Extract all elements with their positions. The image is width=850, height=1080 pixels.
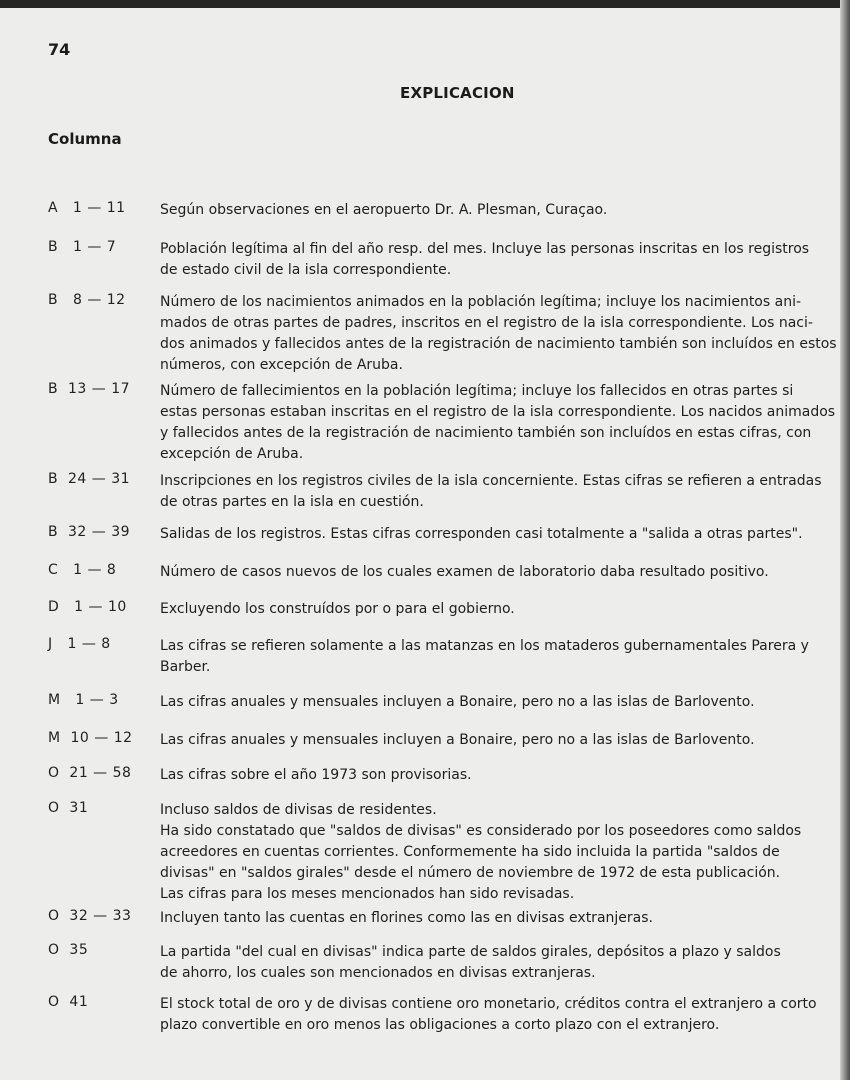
entry-line: dos animados y fallecidos antes de la registración de nacimiento también son incluídos en estos <box>160 336 837 352</box>
entry-code: O 32 — 33 <box>48 908 132 924</box>
entry-line: La partida "del cual en divisas" indica parte de saldos girales, depósitos a plazo y saldos <box>160 944 781 960</box>
entry-code: M 1 — 3 <box>48 692 119 708</box>
entry-line: estas personas estaban inscritas en el registro de la isla correspondiente. Los nacidos animados <box>160 404 836 420</box>
entry-line: plazo convertible en oro menos las obligaciones a corto plazo con el extranjero. <box>160 1017 720 1033</box>
entry-code: B 1 — 7 <box>48 239 117 255</box>
entry-text <box>160 800 846 905</box>
entry-line: acreedores en cuentas corrientes. Conformemente ha sido incluida la partida "saldos de <box>160 844 780 860</box>
column-heading: Columna <box>48 130 122 148</box>
entry-code: A 1 — 11 <box>48 200 126 216</box>
entry-line: Excluyendo los construídos por o para el gobierno. <box>160 601 515 617</box>
entry-line: divisas" en "saldos girales" desde el número de noviembre de 1972 de esta publicación. <box>160 865 781 881</box>
entry-text <box>160 994 846 1036</box>
page-number: 74 <box>48 40 71 59</box>
entry-code: D 1 — 10 <box>48 599 127 615</box>
entry-text <box>160 692 846 713</box>
entry-code: O 41 <box>48 994 89 1010</box>
entry-text <box>160 599 846 620</box>
entry-line: de estado civil de la isla correspondiente. <box>160 262 452 278</box>
entry-code: B 32 — 39 <box>48 524 131 540</box>
entry-text <box>160 292 846 376</box>
entry-text <box>160 562 846 583</box>
entry-text <box>160 908 846 929</box>
entry-text <box>160 730 846 751</box>
entry-line: Las cifras anuales y mensuales incluyen a Bonaire, pero no a las islas de Barlovento. <box>160 694 755 710</box>
entry-text <box>160 524 846 545</box>
entry-line: Las cifras anuales y mensuales incluyen a Bonaire, pero no a las islas de Barlovento. <box>160 732 755 748</box>
entry-line: Las cifras se refieren solamente a las matanzas en los mataderos gubernamentales Parera y <box>160 638 809 654</box>
entry-code: O 31 <box>48 800 89 816</box>
entry-line: y fallecidos antes de la registración de nacimiento también son incluídos en estas cifras, con <box>160 425 812 441</box>
entry-line: Salidas de los registros. Estas cifras corresponden casi totalmente a "salida a otras partes". <box>160 526 803 542</box>
entry-text <box>160 636 846 678</box>
entry-line: números, con excepción de Aruba. <box>160 357 403 373</box>
entry-text <box>160 765 846 786</box>
entry-line: El stock total de oro y de divisas contiene oro monetario, créditos contra el extranjero a corto <box>160 996 817 1012</box>
entry-code: J 1 — 8 <box>48 636 111 652</box>
show-through-text <box>120 178 820 200</box>
entry-line: Número de casos nuevos de los cuales examen de laboratorio daba resultado positivo. <box>160 564 769 580</box>
entry-line: Número de los nacimientos animados en la población legítima; incluye los nacimientos ani- <box>160 294 802 310</box>
entry-line: de otras partes en la isla en cuestión. <box>160 494 424 510</box>
entry-line: Según observaciones en el aeropuerto Dr. A. Plesman, Curaçao. <box>160 202 608 218</box>
entry-line: mados de otras partes de padres, inscritos en el registro de la isla correspondiente. Los naci- <box>160 315 813 331</box>
entry-line: de ahorro, los cuales son mencionados en divisas extranjeras. <box>160 965 596 981</box>
entry-text <box>160 239 846 281</box>
entry-code: B 8 — 12 <box>48 292 126 308</box>
entry-code: B 24 — 31 <box>48 471 131 487</box>
page-title: EXPLICACION <box>400 84 515 102</box>
entry-text <box>160 471 846 513</box>
entry-text <box>160 381 846 465</box>
document-page <box>0 8 846 1080</box>
entry-line: Incluso saldos de divisas de residentes. <box>160 802 437 818</box>
entry-line: excepción de Aruba. <box>160 446 304 462</box>
book-spine-shadow <box>840 0 850 1080</box>
entry-code: C 1 — 8 <box>48 562 117 578</box>
entry-code: O 21 — 58 <box>48 765 132 781</box>
entry-line: Las cifras para los meses mencionados han sido revisadas. <box>160 886 575 902</box>
entry-code: O 35 <box>48 942 89 958</box>
entry-line: Barber. <box>160 659 211 675</box>
entry-code: B 13 — 17 <box>48 381 131 397</box>
entry-line: Incluyen tanto las cuentas en florines como las en divisas extranjeras. <box>160 910 653 926</box>
entry-text <box>160 942 846 984</box>
entry-text <box>160 200 846 221</box>
entry-line: Ha sido constatado que "saldos de divisas" es considerado por los poseedores como saldos <box>160 823 802 839</box>
entry-line: Las cifras sobre el año 1973 son provisorias. <box>160 767 472 783</box>
entry-code: M 10 — 12 <box>48 730 133 746</box>
entry-line: Población legítima al fin del año resp. del mes. Incluye las personas inscritas en los registros <box>160 241 810 257</box>
entry-line: Número de fallecimientos en la población legítima; incluye los fallecidos en otras partes si <box>160 383 794 399</box>
entry-line: Inscripciones en los registros civiles de la isla concerniente. Estas cifras se refieren a entradas <box>160 473 822 489</box>
